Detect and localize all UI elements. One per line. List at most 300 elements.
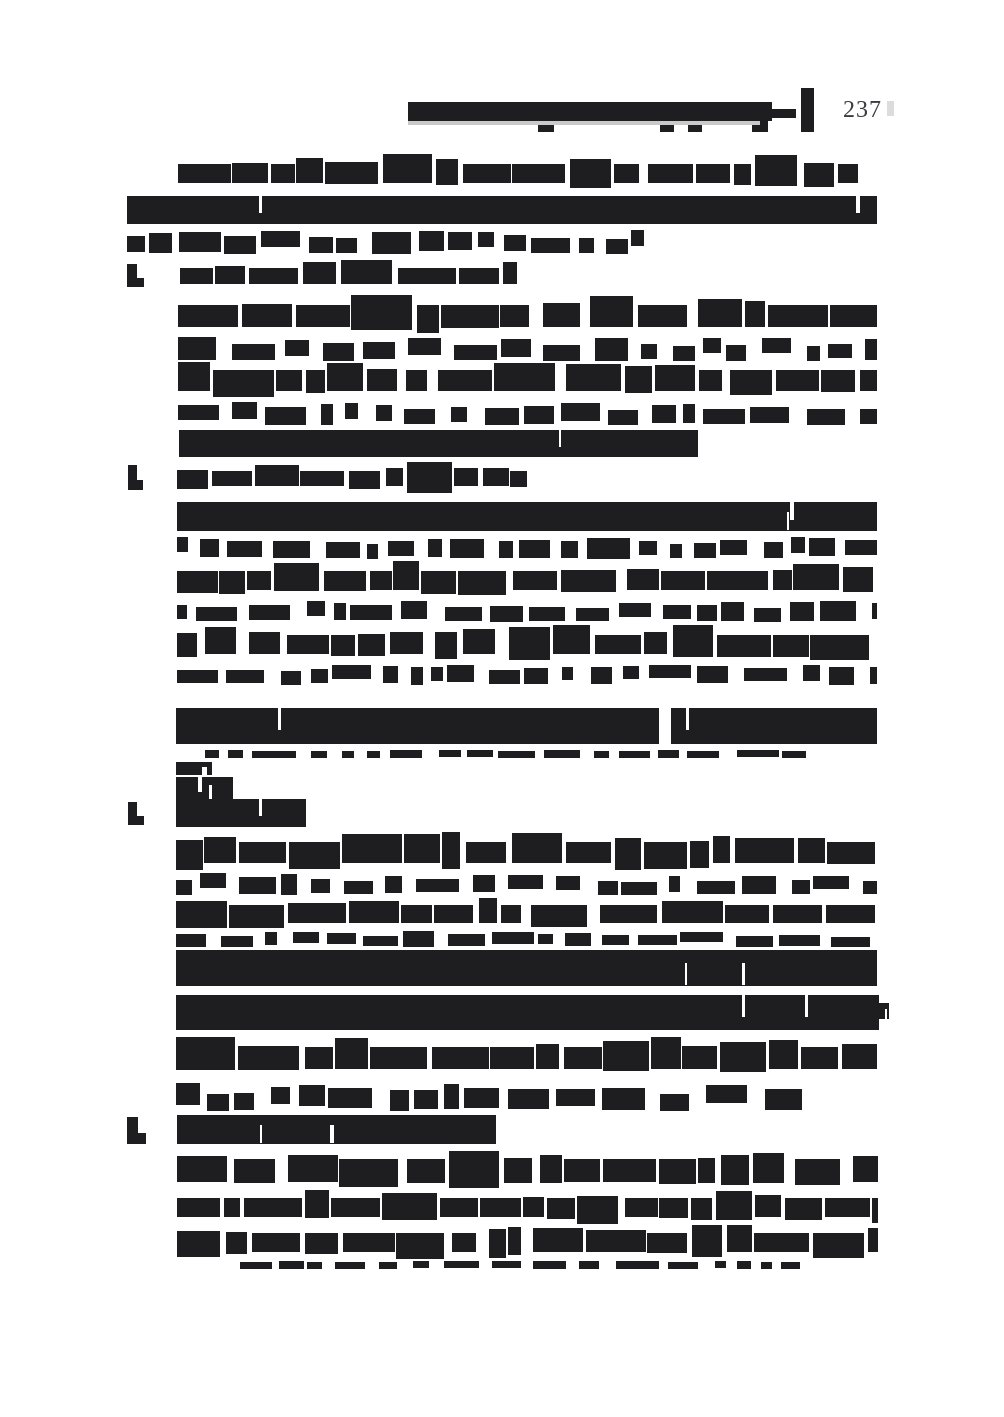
paper-slit [885,1009,887,1019]
ink-blob [697,881,735,894]
ink-blob [489,670,520,684]
redacted-text-line [177,536,877,559]
ink-blob [479,898,497,923]
ink-blob [810,635,869,660]
ink-blob [478,232,494,247]
ink-blob [149,233,172,253]
ink-blob [556,876,580,890]
paper-slit [330,1125,334,1143]
redacted-text-line [127,196,877,224]
ink-blob [804,163,834,187]
ink-blob [450,539,484,558]
list-item-marker-blob [127,264,144,287]
ink-blob [523,1197,544,1217]
ink-blob [791,537,805,553]
ink-blob [255,465,299,486]
ink-blob [419,231,444,251]
ink-blob [706,1085,747,1103]
ink-blob [842,1044,877,1069]
ink [177,502,877,531]
paper-slit [787,512,789,530]
ink-blob [234,1093,254,1110]
ink-blob [715,1261,726,1268]
ink-blob [544,750,580,758]
ink-blob [682,1046,717,1069]
ink-blob [323,343,354,361]
ink-blob [821,370,855,392]
ink-blob [435,632,457,659]
ink-blob [735,838,794,863]
redacted-text-line [176,1083,811,1111]
redacted-text-line [178,158,860,188]
ink-blob [809,538,835,556]
ink-blob [271,1087,290,1104]
ink-blob [228,750,243,758]
paper-slit [260,1125,262,1143]
ink-blob [510,471,527,487]
ink-blob [803,665,820,681]
ink-blob [831,937,870,947]
page-number-faint-tick [887,101,894,116]
ink-blob [768,305,828,327]
ink-blob [647,1233,687,1253]
ink-blob [790,602,814,621]
page-number: 237 [843,97,882,123]
ink-blob [670,544,682,558]
ink-blob [547,1198,575,1219]
ink-blob [499,541,513,558]
ink-blob [531,238,570,253]
ink-blob [281,671,301,685]
ink-blob [860,409,877,424]
ink-blob [311,751,327,758]
header-title-redacted-bar [408,102,772,121]
ink-blob [345,403,358,419]
redacted-text-line [177,1227,521,1257]
redacted-text-line [533,1227,878,1257]
redacted-text-line [176,762,212,775]
ink-blob [293,932,319,943]
ink-blob [205,627,236,654]
ink-blob [200,539,219,557]
ink-blob [860,370,877,391]
ink [127,1133,146,1144]
redacted-text-line [177,1115,496,1144]
ink-blob [232,163,268,183]
ink-blob [764,542,783,558]
redacted-text-line [177,465,527,491]
ink-blob [703,338,721,353]
paper-slit [259,799,262,816]
ink-blob [625,1198,658,1217]
ink-blob [413,1261,429,1268]
ink-blob [512,164,565,183]
ink-blob [765,1089,802,1110]
ink-blob [436,159,458,185]
ink-blob [247,571,271,590]
ink-blob [781,1262,800,1269]
ink-blob [342,751,354,758]
ink-blob [408,338,441,355]
redacted-text-line [180,262,517,289]
ink-blob [697,666,728,683]
ink-blob [432,1047,489,1069]
ink-blob [296,158,323,183]
ink-blob [265,407,306,425]
ink-blob [390,750,422,758]
ink-blob [441,305,499,328]
ink-blob [553,625,590,654]
ink-blob [473,875,495,892]
ink-blob [232,344,275,360]
ink-blob [385,876,402,893]
ink-blob [721,1155,749,1185]
ink-blob [274,563,319,591]
ink-blob [249,605,290,620]
ink-blob [619,751,650,758]
redacted-text-line [671,708,877,744]
ink-blob [540,1155,562,1183]
ink-blob [736,936,773,947]
ink-blob [504,1158,532,1183]
ink-blob [659,1198,688,1218]
ink-blob [669,876,680,892]
ink-blob [288,903,346,923]
ink-blob [737,1261,751,1269]
ink-blob [769,1040,798,1069]
ink-blob [524,668,548,684]
ink-blob [564,1159,600,1182]
ink-blob [439,750,461,757]
ink-blob [207,1094,229,1111]
ink-blob [177,1231,220,1257]
ink-blob [579,238,594,253]
ink-blob [828,344,852,358]
ink-blob [261,231,300,247]
ink-blob [619,603,651,617]
ink-blob [252,751,296,758]
ink-blob [872,603,877,619]
ink-blob [594,751,609,758]
ink-blob [501,905,521,923]
redacted-text-line [177,600,877,622]
redacted-text-line [240,1261,800,1269]
ink-blob [221,936,253,947]
ink-blob [793,564,839,590]
ink-blob [863,881,877,894]
ink-blob [285,340,309,356]
ink-blob [324,571,366,591]
ink-blob [561,541,578,558]
ink-blob [227,541,262,557]
ink-blob [249,268,298,284]
ink-blob [590,296,633,327]
paper-slit [790,502,794,520]
ink-blob [459,268,499,284]
ink-blob [438,370,492,391]
ink-blob [466,842,506,863]
ink-blob [335,1038,368,1069]
ink-blob [598,881,618,895]
ink-blob [785,1198,822,1220]
ink-blob [127,236,145,252]
ink-blob [452,1233,476,1252]
ink-blob [680,932,723,942]
ink-blob [336,238,357,253]
redacted-text-line [177,1192,878,1222]
redacted-text-line [176,995,879,1030]
redacted-text-line [178,401,877,425]
ink-blob [351,295,412,330]
ink-blob [343,1233,395,1252]
ink-blob [865,339,877,360]
ink-blob [721,602,744,621]
paper-slit [856,196,860,213]
ink-blob [300,471,344,486]
redacted-text-line [176,899,877,928]
ink-blob [830,305,877,327]
ink-blob [306,370,325,393]
ink-blob [792,880,810,894]
ink-blob [720,1042,766,1072]
ink [128,816,144,825]
ink-blob [513,571,557,590]
ink [179,430,698,457]
ink-blob [745,301,765,327]
ink-blob [342,834,402,863]
ink-blob [428,539,442,557]
ink-blob [287,635,329,654]
redacted-text-line [176,799,306,827]
ink-blob [440,1198,478,1217]
ink-blob [649,665,691,678]
ink-blob [177,633,197,657]
paper-slit [278,708,281,730]
ink-blob [543,303,580,327]
ink-blob [591,667,612,684]
ink-blob [178,337,216,360]
ink-blob [561,403,600,421]
ink-blob [271,164,295,183]
ink-blob [288,1155,338,1182]
ink-blob [660,1094,689,1111]
ink-blob [565,933,591,946]
ink-blob [393,561,419,590]
ink-blob [383,666,398,683]
ink-blob [490,606,523,622]
ink-blob [180,268,213,284]
ink-blob [416,879,459,892]
ink-blob [224,236,256,254]
ink-blob [621,882,657,895]
ink-blob [661,571,705,590]
ink-blob [176,1037,235,1070]
ink [877,1003,889,1019]
ink-blob [503,262,517,284]
ink-blob [327,363,363,391]
ink-blob [570,159,611,188]
ink [671,708,877,744]
ink-blob [407,1159,445,1183]
ink-blob [696,164,730,183]
ink-blob [454,345,497,360]
ink-blob [349,901,399,923]
ink-blob [606,239,628,254]
ink-blob [562,667,573,680]
ink-blob [289,842,340,869]
ink-blob [538,934,553,944]
ink-blob [508,875,543,889]
redacted-text-line [177,502,877,531]
ink-blob [404,834,440,863]
ink-blob [379,1262,397,1269]
ink-blob [750,407,789,423]
redacted-text-line [176,1041,877,1074]
ink-blob [608,410,638,425]
redacted-text-line [176,873,877,895]
ink-blob [508,1227,521,1255]
ink-blob [178,305,238,327]
ink-blob [603,1041,649,1071]
ink-blob [829,667,854,685]
header-dash [772,109,796,118]
ink [176,995,879,1030]
ink-blob [382,1193,437,1220]
ink-blob [403,931,434,947]
ink-blob [299,1085,325,1106]
ink-blob [543,345,580,361]
ink-blob [376,405,392,421]
ink-blob [872,1198,878,1223]
ink-blob [177,1156,227,1182]
ink-blob [448,934,485,946]
ink-blob [451,407,467,422]
ink-blob [363,936,398,946]
ink-blob [321,404,333,425]
ink-blob [334,603,346,620]
ink-blob [489,1229,506,1258]
ink-blob [825,1198,870,1217]
list-item-marker-blob [128,465,143,490]
ink-blob [239,877,276,894]
ink-blob [219,571,245,594]
ink-blob [668,1262,698,1269]
ink-blob [205,750,219,758]
ink-blob [576,608,609,621]
ink-blob [386,468,403,486]
ink-blob [734,164,751,185]
redacted-text-line [205,750,825,758]
ink-blob [638,935,677,945]
ink-blob [326,542,360,558]
ink-blob [638,305,687,327]
ink-blob [449,1151,499,1188]
ink-blob [616,1261,659,1269]
ink [176,950,877,986]
ink-blob [490,1047,534,1069]
ink [176,799,306,827]
ink-blob [296,305,350,327]
ink [176,708,659,744]
ink-blob [325,162,378,184]
ink [128,480,143,490]
ink-blob [773,570,792,590]
ink-blob [331,635,355,656]
ink-blob [512,833,562,863]
ink-blob [226,1232,247,1254]
redacted-text-line [176,708,659,744]
ink-blob [631,230,644,246]
ink-blob [177,537,188,552]
ink-blob [727,1225,752,1252]
ink-blob [730,370,772,395]
ink-blob [838,164,858,183]
ink-blob [755,1195,781,1217]
ink-blob [434,905,473,923]
ink-blob [331,1198,380,1217]
ink-blob [411,667,423,685]
ink-blob [801,1047,838,1069]
ink-blob [224,1198,240,1217]
ink-blob [536,1044,559,1069]
ink [177,1115,496,1144]
ink-blob [388,541,414,556]
ink-blob [615,838,641,870]
ink-blob [177,571,218,593]
paper-slit [202,767,207,775]
ink-blob [870,667,877,684]
ink-blob [713,836,730,863]
ink-blob [737,750,779,757]
ink-blob [239,842,286,863]
ink-blob [602,1088,645,1110]
ink-blob [215,266,245,284]
ink-blob [807,409,845,425]
ink-blob [691,1198,712,1220]
header-vertical-rule [801,88,814,132]
ink-blob [176,901,227,928]
ink-blob [200,873,226,888]
ink-blob [196,607,237,621]
ink-blob [644,842,687,869]
ink-blob [307,1262,322,1269]
ink-blob [524,406,554,424]
ink-blob [698,1158,715,1183]
ink-blob [827,842,875,864]
ink-blob [483,468,509,486]
ink-blob [176,934,206,947]
ink-blob [431,667,443,681]
ink-blob [367,544,378,559]
paper-slit [686,708,689,730]
ink-blob [311,669,328,683]
ink-blob [406,370,427,391]
ink-blob [234,1159,275,1183]
ink-blob [820,601,856,621]
redacted-text-line [127,230,644,254]
ink-blob [687,751,719,758]
ink-blob [464,1088,499,1108]
ink-blob [178,164,231,183]
ink-blob [454,468,478,486]
ink-blob [492,1261,521,1268]
ink-blob [717,635,771,657]
ink-blob [566,364,621,391]
ink-blob [595,635,641,654]
ink-blob [779,935,820,946]
ink-blob [500,305,529,327]
ink-blob [826,905,875,923]
